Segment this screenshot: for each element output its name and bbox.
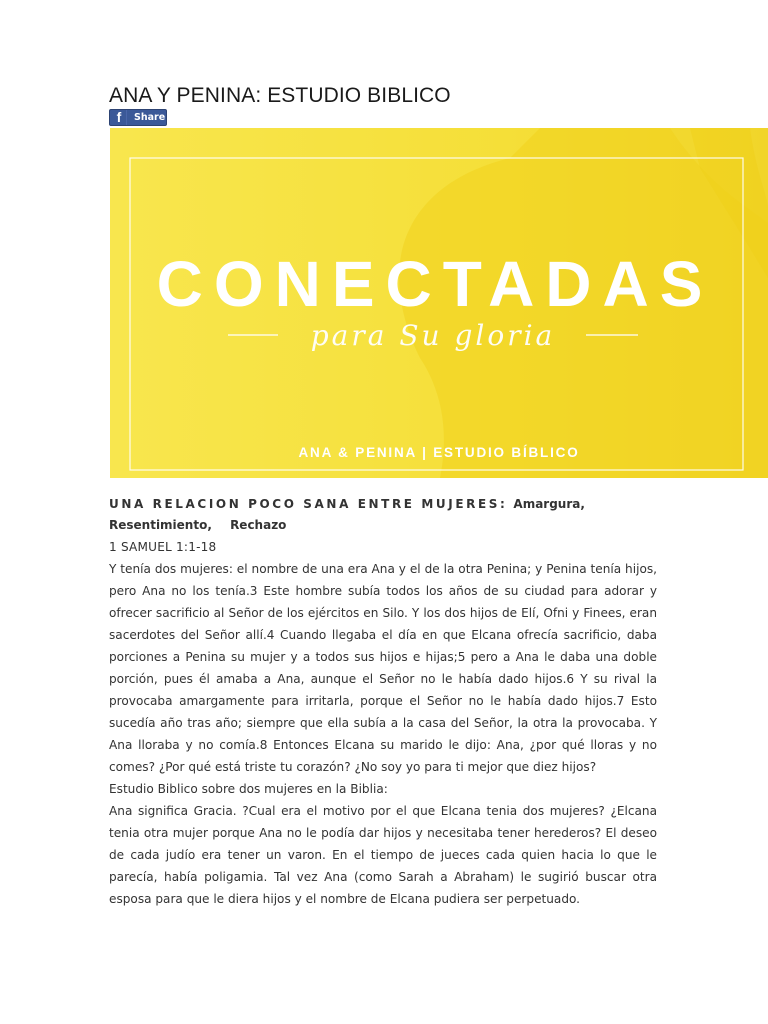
- subheading-tail: Amargura, Resentimiento, Rechazo: [109, 497, 585, 532]
- article-paragraph: Estudio Biblico sobre dos mujeres en la Biblia:: [109, 782, 388, 796]
- banner-script: para Su gloria: [310, 319, 556, 352]
- banner-image: [110, 128, 768, 478]
- subheading-caps: UNA RELACION POCO SANA ENTRE MUJERES:: [109, 497, 508, 511]
- banner-caption: ANA & PENINA | ESTUDIO BÍBLICO: [298, 445, 580, 460]
- article-subheading: [109, 494, 659, 536]
- article-paragraph: Ana significa Gracia. ?Cual era el motivo por el que Elcana tenia dos mujeres? ¿Elcana tenia otra mujer porque Ana no le podía dar hijos y necesitaba tener herederos? El deseo de cada judío era tener un varon. En el tiempo de jueces cada quien hacia lo que le parecía, había poligamia. Tal vez Ana (como Sarah a Abraham) le sugirió buscar otra esposa para que le diera hijos y el nombre de Elcana pudiera ser perpetuado.: [109, 804, 657, 906]
- article-paragraph: Y tenía dos mujeres: el nombre de una era Ana y el de la otra Penina; y Penina tenía hijos, pero Ana no los tenía.3 Este hombre subía todos los años de su ciudad para adorar y ofrecer sacrificio al Señor de los ejércitos en Silo. Y los dos hijos de Elí, Ofni y Finees, eran sacerdotes del Señor allí.4 Cuando llegaba el día en que Elcana ofrecía sacrificio, daba porciones a Penina su mujer y a todos sus hijos e hijas;5 pero a Ana le daba una doble porción, pues él amaba a Ana, aunque el Señor no le había dado hijos.6 Y su rival la provocaba amargamente para irritarla, porque el Señor no le había dado hijos.7 Esto sucedía año tras año; siempre que ella subía a la casa del Señor, la otra la provocaba. Y Ana lloraba y no comía.8 Entonces Elcana su marido le dijo: Ana, ¿por qué lloras y no comes? ¿Por qué está triste tu corazón? ¿No soy yo para ti mejor que diez hijos?: [109, 562, 657, 774]
- page-title: ANA Y PENINA: ESTUDIO BIBLICO: [109, 84, 451, 107]
- banner-heading: CONECTADAS: [156, 248, 714, 320]
- facebook-icon: f: [112, 110, 127, 125]
- share-label: Share: [134, 112, 166, 123]
- facebook-share-button[interactable]: [109, 109, 167, 126]
- article-body: [109, 536, 657, 910]
- scripture-reference: 1 SAMUEL 1:1-18: [109, 540, 217, 554]
